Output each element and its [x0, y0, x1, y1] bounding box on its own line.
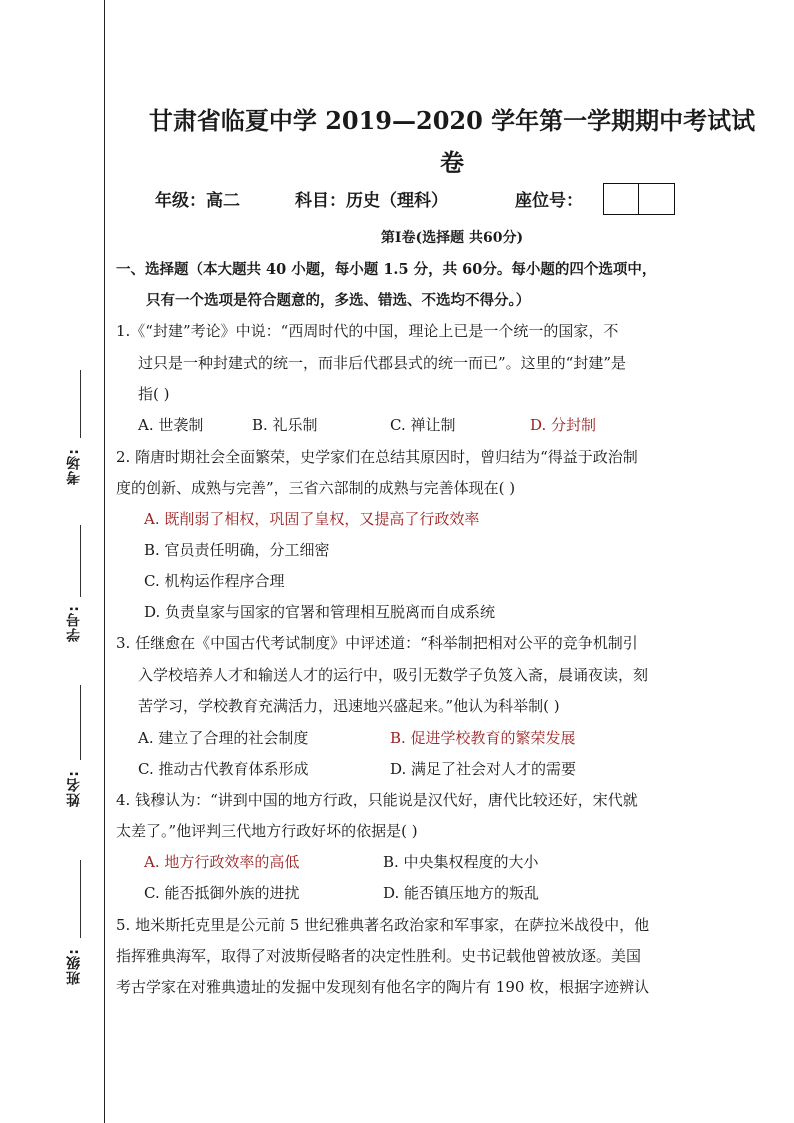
question-4-stem-line-1: 4. 钱穆认为：“讲到中国的地方行政，只能说是汉代好，唐代比较还好，宋代就	[116, 791, 638, 809]
question-1-option-a: A. 世袭制	[138, 416, 204, 434]
instructions-line-2: 只有一个选项是符合题意的，多选、错选、不选均不得分。）	[146, 292, 531, 309]
question-1-option-b: B. 礼乐制	[252, 416, 318, 434]
question-1-stem-line-1: 1.《“封建”考论》中说：“西周时代的中国，理论上已是一个统一的国家，不	[116, 322, 619, 340]
question-2-stem-line-2: 度的创新、成熟与完善”，三省六部制的成熟与完善体现在( )	[116, 479, 516, 497]
name-label: 姓名:	[66, 770, 82, 807]
question-3-stem-line-2: 入学校培养人才和输送人才的运行中，吸引无数学子负笈入斋，晨诵夜读，刻	[138, 666, 649, 684]
question-3-option-a: A. 建立了合理的社会制度	[138, 729, 309, 747]
exam-title	[110, 100, 794, 184]
question-5-stem-line-3: 考古学家在对雅典遗址的发掘中发现刻有他名字的陶片有 190 枚，根据字迹辨认	[116, 978, 650, 996]
seat-label: 座位号：	[515, 191, 583, 211]
question-5-stem-line-1: 5. 地米斯托克里是公元前 5 世纪雅典著名政治家和军事家，在萨拉米战役中，他	[116, 916, 650, 934]
exam-room-label: 考场:	[66, 448, 82, 485]
class-label: 班级:	[66, 948, 82, 985]
question-2-option-a: A. 既削弱了相权，巩固了皇权，又提高了行政效率	[144, 510, 480, 528]
section-title: 第Ⅰ卷(选择题 共60分)	[380, 230, 524, 246]
question-4-option-b: B. 中央集权程度的大小	[383, 853, 539, 871]
class-field	[58, 860, 98, 1010]
exam-title-line-1: 甘肃省临夏中学 2019—2020 学年第一学期期中考试试	[148, 106, 756, 135]
grade-label: 年级：高二	[155, 191, 240, 211]
question-2-option-d: D. 负责皇家与国家的官署和管理相互脱离而自成系统	[144, 603, 496, 621]
question-4-stem-line-2: 太差了。”他评判三代地方行政好坏的依据是( )	[116, 822, 418, 840]
binding-margin-line	[104, 0, 105, 1123]
subject-label: 科目：历史（理科）	[295, 191, 448, 211]
question-2-stem-line-1: 2. 隋唐时期社会全面繁荣，史学家们在总结其原因时，曾归结为“得益于政治制	[116, 448, 638, 466]
student-no-underline	[80, 525, 81, 597]
instructions-line-1: 一、选择题（本大题共 40 小题，每小题 1.5 分，共 60分。每小题的四个选项中，	[116, 261, 657, 278]
question-3-option-c: C. 推动古代教育体系形成	[138, 760, 309, 778]
question-2-option-c: C. 机构运作程序合理	[144, 572, 285, 590]
question-1-stem-line-3: 指( )	[138, 385, 170, 403]
question-2-option-b: B. 官员责任明确，分工细密	[144, 541, 330, 559]
question-3-option-b: B. 促进学校教育的繁荣发展	[390, 729, 576, 747]
question-1-option-c: C. 禅让制	[390, 416, 456, 434]
exam-room-field	[58, 370, 98, 520]
student-no-field	[58, 525, 98, 675]
question-3-stem-line-3: 苦学习，学校教育充满活力，迅速地兴盛起来。”他认为科举制( )	[138, 697, 560, 715]
name-underline	[80, 685, 81, 760]
exam-title-line-2: 卷	[440, 148, 464, 177]
question-5-stem-line-2: 指挥雅典海军，取得了对波斯侵略者的决定性胜利。史书记载他曾被放逐。美国	[116, 947, 642, 965]
exam-room-underline	[80, 370, 81, 438]
student-no-label: 学号:	[66, 605, 82, 642]
question-1-stem-line-2: 过只是一种封建式的统一，而非后代郡县式的统一而已”。这里的“封建”是	[138, 354, 627, 372]
question-4-option-a: A. 地方行政效率的高低	[144, 853, 300, 871]
name-field	[58, 685, 98, 835]
question-3-option-d: D. 满足了社会对人才的需要	[390, 760, 577, 778]
class-underline	[80, 860, 81, 938]
question-3-stem-line-1: 3. 任继愈在《中国古代考试制度》中评述道：“科举制把相对公平的竞争机制引	[116, 634, 638, 652]
question-4-option-d: D. 能否镇压地方的叛乱	[383, 884, 540, 902]
seat-number-box[interactable]	[603, 183, 675, 215]
question-1-option-d: D. 分封制	[530, 416, 597, 434]
question-4-option-c: C. 能否抵御外族的进扰	[144, 884, 300, 902]
